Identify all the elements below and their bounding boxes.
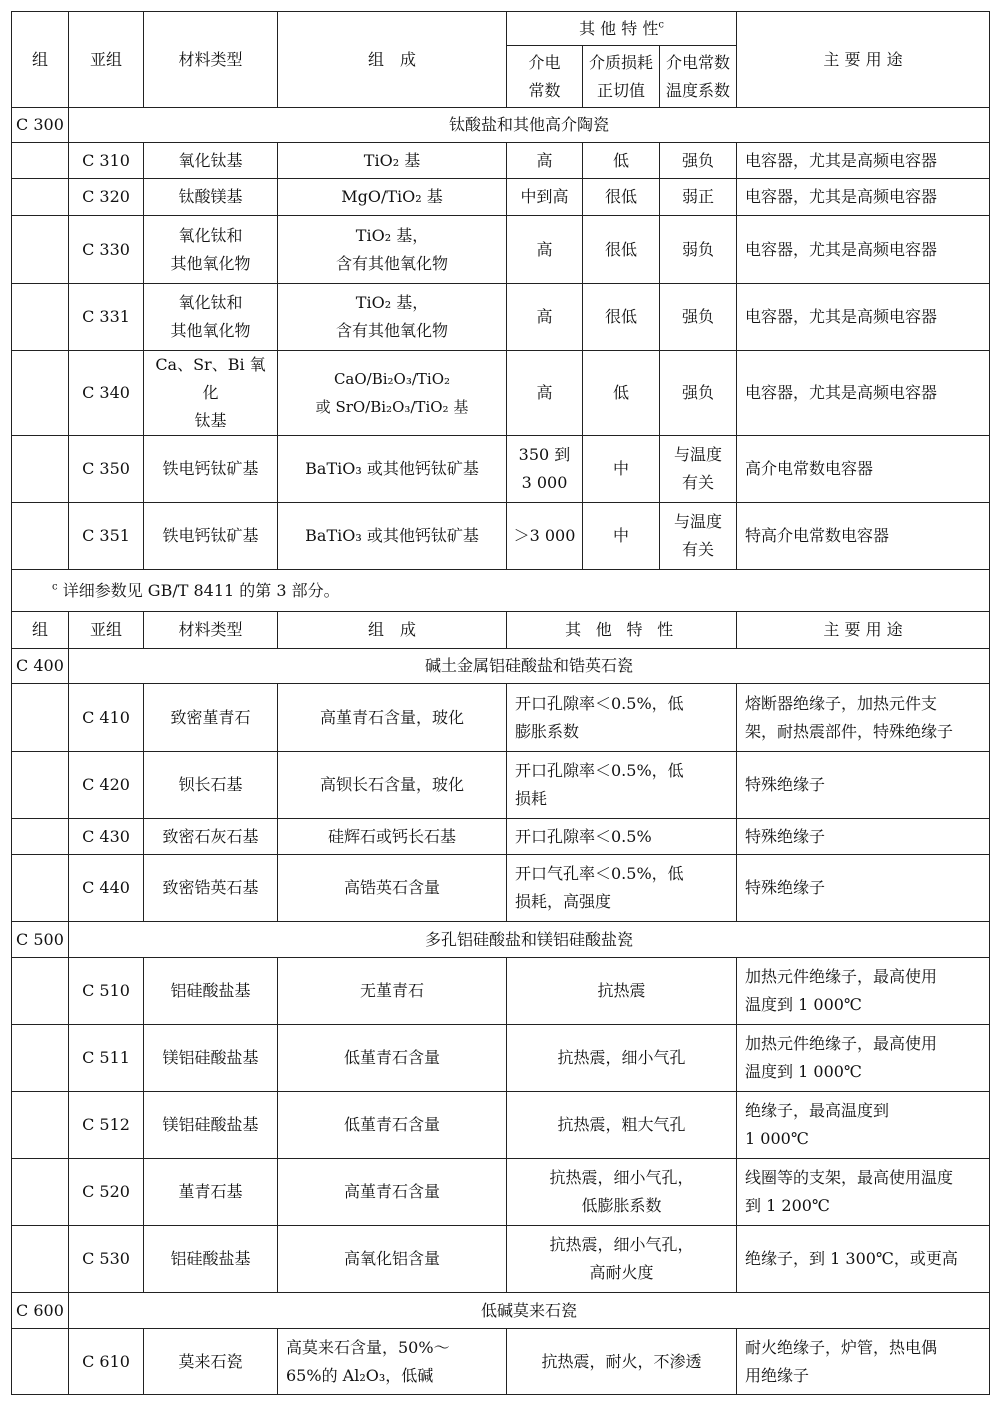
composition-cell: 硅辉石或钙长石基 — [278, 819, 507, 855]
material-cell: 氧化钛基 — [144, 143, 278, 179]
material-cell: 氧化钛和 其他氧化物 — [144, 216, 278, 284]
table-row — [12, 1092, 990, 1159]
header-material-type: 材料类型 — [144, 12, 278, 108]
subgroup-cell: C 530 — [69, 1226, 144, 1293]
properties-cell: 开口气孔率＜0.5%，低 损耗，高强度 — [507, 855, 737, 922]
table-row — [12, 179, 990, 216]
group-cell-empty — [12, 958, 69, 1025]
table2-header-row — [12, 612, 990, 649]
group-code: C 300 — [12, 108, 69, 143]
material-cell: 钛酸镁基 — [144, 179, 278, 216]
properties-cell: 开口孔隙率＜0.5% — [507, 819, 737, 855]
use-cell: 高介电常数电容器 — [737, 436, 990, 503]
header-composition: 组 成 — [278, 12, 507, 108]
group-cell-empty — [12, 1092, 69, 1159]
dielectric-cell: 高 — [507, 143, 583, 179]
group-cell-empty — [12, 1159, 69, 1226]
material-cell: 铝硅酸盐基 — [144, 958, 278, 1025]
table-row — [12, 958, 990, 1025]
subgroup-cell: C 310 — [69, 143, 144, 179]
tempco-cell: 与温度 有关 — [660, 436, 737, 503]
header-other-properties: 其 他 特 性 — [507, 612, 737, 649]
group-cell-empty — [12, 143, 69, 179]
composition-cell: TiO₂ 基， 含有其他氧化物 — [278, 284, 507, 351]
composition-cell: 无堇青石 — [278, 958, 507, 1025]
tempco-cell: 弱负 — [660, 216, 737, 284]
dielectric-cell: 高 — [507, 284, 583, 351]
group-title: 钛酸盐和其他高介陶瓷 — [69, 108, 990, 143]
group-row-c400 — [12, 649, 990, 684]
composition-cell: 高氧化铝含量 — [278, 1226, 507, 1293]
subgroup-cell: C 330 — [69, 216, 144, 284]
use-cell: 加热元件绝缘子，最高使用 温度到 1 000℃ — [737, 958, 990, 1025]
footnote-text: 详细参数见 GB/T 8411 的第 3 部分。 — [62, 580, 340, 600]
group-title: 多孔铝硅酸盐和镁铝硅酸盐瓷 — [69, 922, 990, 958]
material-cell: 镁铝硅酸盐基 — [144, 1092, 278, 1159]
use-cell: 特殊绝缘子 — [737, 819, 990, 855]
composition-cell: MgO/TiO₂ 基 — [278, 179, 507, 216]
header-other-properties: 其 他 特 性$^c$ — [507, 12, 737, 46]
properties-cell: 抗热震，细小气孔， 高耐火度 — [507, 1226, 737, 1293]
group-code: C 600 — [12, 1293, 69, 1329]
tempco-cell: 强负 — [660, 284, 737, 351]
table-row — [12, 503, 990, 570]
subgroup-cell: C 511 — [69, 1025, 144, 1092]
material-cell: 铁电钙钛矿基 — [144, 436, 278, 503]
header-loss-tangent: 介质损耗 正切值 — [583, 46, 660, 108]
composition-cell: BaTiO₃ 或其他钙钛矿基 — [278, 503, 507, 570]
composition-cell: TiO₂ 基 — [278, 143, 507, 179]
table1-header-row — [12, 12, 990, 46]
material-cell: 莫来石瓷 — [144, 1329, 278, 1395]
use-cell: 特高介电常数电容器 — [737, 503, 990, 570]
properties-cell: 抗热震 — [507, 958, 737, 1025]
tempco-cell: 与温度 有关 — [660, 503, 737, 570]
tempco-cell: 强负 — [660, 351, 737, 436]
properties-cell: 抗热震，耐火，不渗透 — [507, 1329, 737, 1395]
loss-cell: 很低 — [583, 284, 660, 351]
composition-cell: 高莫来石含量，50%～ 65%的 Al₂O₃，低碱 — [278, 1329, 507, 1395]
use-cell: 特殊绝缘子 — [737, 855, 990, 922]
group-cell-empty — [12, 855, 69, 922]
table-row — [12, 284, 990, 351]
table-row — [12, 684, 990, 752]
footnote-mark: c — [52, 581, 58, 593]
group-cell-empty — [12, 1025, 69, 1092]
loss-cell: 低 — [583, 351, 660, 436]
table-row — [12, 143, 990, 179]
composition-cell: BaTiO₃ 或其他钙钛矿基 — [278, 436, 507, 503]
material-cell: 氧化钛和 其他氧化物 — [144, 284, 278, 351]
use-cell: 电容器，尤其是高频电容器 — [737, 216, 990, 284]
properties-cell: 开口孔隙率＜0.5%，低 膨胀系数 — [507, 684, 737, 752]
use-cell: 电容器，尤其是高频电容器 — [737, 143, 990, 179]
use-cell: 加热元件绝缘子，最高使用 温度到 1 000℃ — [737, 1025, 990, 1092]
header-material-type: 材料类型 — [144, 612, 278, 649]
material-cell: 致密石灰石基 — [144, 819, 278, 855]
loss-cell: 中 — [583, 503, 660, 570]
header-main-use: 主 要 用 途 — [737, 12, 990, 108]
use-cell: 熔断器绝缘子，加热元件支 架，耐热震部件，特殊绝缘子 — [737, 684, 990, 752]
table-row — [12, 436, 990, 503]
subgroup-cell: C 510 — [69, 958, 144, 1025]
material-cell: 钡长石基 — [144, 752, 278, 819]
material-cell: 致密堇青石 — [144, 684, 278, 752]
header-composition: 组 成 — [278, 612, 507, 649]
composition-cell: TiO₂ 基， 含有其他氧化物 — [278, 216, 507, 284]
table-row — [12, 1025, 990, 1092]
material-cell: 铝硅酸盐基 — [144, 1226, 278, 1293]
group-code: C 500 — [12, 922, 69, 958]
material-classification-table — [11, 11, 990, 1395]
subgroup-cell: C 340 — [69, 351, 144, 436]
composition-cell: 低堇青石含量 — [278, 1025, 507, 1092]
tempco-cell: 强负 — [660, 143, 737, 179]
table-row — [12, 216, 990, 284]
table-row — [12, 855, 990, 922]
properties-cell: 开口孔隙率＜0.5%，低 损耗 — [507, 752, 737, 819]
group-cell-empty — [12, 752, 69, 819]
table-row — [12, 1159, 990, 1226]
group-cell-empty — [12, 216, 69, 284]
properties-cell: 抗热震，细小气孔 — [507, 1025, 737, 1092]
subgroup-cell: C 350 — [69, 436, 144, 503]
use-cell: 特殊绝缘子 — [737, 752, 990, 819]
header-group: 组 — [12, 12, 69, 108]
tempco-cell: 弱正 — [660, 179, 737, 216]
dielectric-cell: 350 到 3 000 — [507, 436, 583, 503]
dielectric-cell: 高 — [507, 216, 583, 284]
material-cell: 堇青石基 — [144, 1159, 278, 1226]
table-row — [12, 1329, 990, 1395]
footnote — [12, 570, 990, 612]
table-row — [12, 1226, 990, 1293]
subgroup-cell: C 512 — [69, 1092, 144, 1159]
header-temp-coefficient: 介电常数 温度系数 — [660, 46, 737, 108]
group-cell-empty — [12, 819, 69, 855]
group-cell-empty — [12, 1226, 69, 1293]
subgroup-cell: C 430 — [69, 819, 144, 855]
loss-cell: 很低 — [583, 216, 660, 284]
material-cell: 铁电钙钛矿基 — [144, 503, 278, 570]
group-cell-empty — [12, 1329, 69, 1395]
use-cell: 耐火绝缘子，炉管，热电偶 用绝缘子 — [737, 1329, 990, 1395]
group-code: C 400 — [12, 649, 69, 684]
loss-cell: 中 — [583, 436, 660, 503]
header-main-use: 主 要 用 途 — [737, 612, 990, 649]
group-row-c600 — [12, 1293, 990, 1329]
use-cell: 绝缘子，最高温度到 1 000℃ — [737, 1092, 990, 1159]
header-group: 组 — [12, 612, 69, 649]
dielectric-cell: 中到高 — [507, 179, 583, 216]
header-subgroup: 亚组 — [69, 12, 144, 108]
group-cell-empty — [12, 351, 69, 436]
use-cell: 电容器，尤其是高频电容器 — [737, 179, 990, 216]
table-row — [12, 752, 990, 819]
subgroup-cell: C 420 — [69, 752, 144, 819]
dielectric-cell: ＞3 000 — [507, 503, 583, 570]
composition-cell: 高堇青石含量，玻化 — [278, 684, 507, 752]
material-cell: 镁铝硅酸盐基 — [144, 1025, 278, 1092]
subgroup-cell: C 331 — [69, 284, 144, 351]
subgroup-cell: C 351 — [69, 503, 144, 570]
properties-cell: 抗热震，粗大气孔 — [507, 1092, 737, 1159]
group-cell-empty — [12, 684, 69, 752]
table-row — [12, 351, 990, 436]
header-subgroup: 亚组 — [69, 612, 144, 649]
group-cell-empty — [12, 436, 69, 503]
use-cell: 电容器，尤其是高频电容器 — [737, 284, 990, 351]
subgroup-cell: C 410 — [69, 684, 144, 752]
properties-cell: 抗热震，细小气孔， 低膨胀系数 — [507, 1159, 737, 1226]
use-cell: 绝缘子，到 1 300℃，或更高 — [737, 1226, 990, 1293]
loss-cell: 很低 — [583, 179, 660, 216]
composition-cell: 高锆英石含量 — [278, 855, 507, 922]
header-dielectric-constant: 介电 常数 — [507, 46, 583, 108]
group-cell-empty — [12, 179, 69, 216]
group-cell-empty — [12, 503, 69, 570]
loss-cell: 低 — [583, 143, 660, 179]
subgroup-cell: C 440 — [69, 855, 144, 922]
composition-cell: 高堇青石含量 — [278, 1159, 507, 1226]
material-cell: Ca、Sr、Bi 氧化 钛基 — [144, 351, 278, 436]
composition-cell: 低堇青石含量 — [278, 1092, 507, 1159]
composition-cell: 高钡长石含量，玻化 — [278, 752, 507, 819]
use-cell: 线圈等的支架，最高使用温度 到 1 200℃ — [737, 1159, 990, 1226]
group-cell-empty — [12, 284, 69, 351]
composition-cell: CaO/Bi₂O₃/TiO₂ 或 SrO/Bi₂O₃/TiO₂ 基 — [278, 351, 507, 436]
subgroup-cell: C 610 — [69, 1329, 144, 1395]
dielectric-cell: 高 — [507, 351, 583, 436]
group-row-c300 — [12, 108, 990, 143]
use-cell: 电容器，尤其是高频电容器 — [737, 351, 990, 436]
group-title: 低碱莫来石瓷 — [69, 1293, 990, 1329]
subgroup-cell: C 520 — [69, 1159, 144, 1226]
table-row — [12, 819, 990, 855]
subgroup-cell: C 320 — [69, 179, 144, 216]
material-cell: 致密锆英石基 — [144, 855, 278, 922]
group-title: 碱土金属铝硅酸盐和锆英石瓷 — [69, 649, 990, 684]
group-row-c500 — [12, 922, 990, 958]
footnote-mark-c: c — [658, 19, 664, 31]
footnote-row — [12, 570, 990, 612]
